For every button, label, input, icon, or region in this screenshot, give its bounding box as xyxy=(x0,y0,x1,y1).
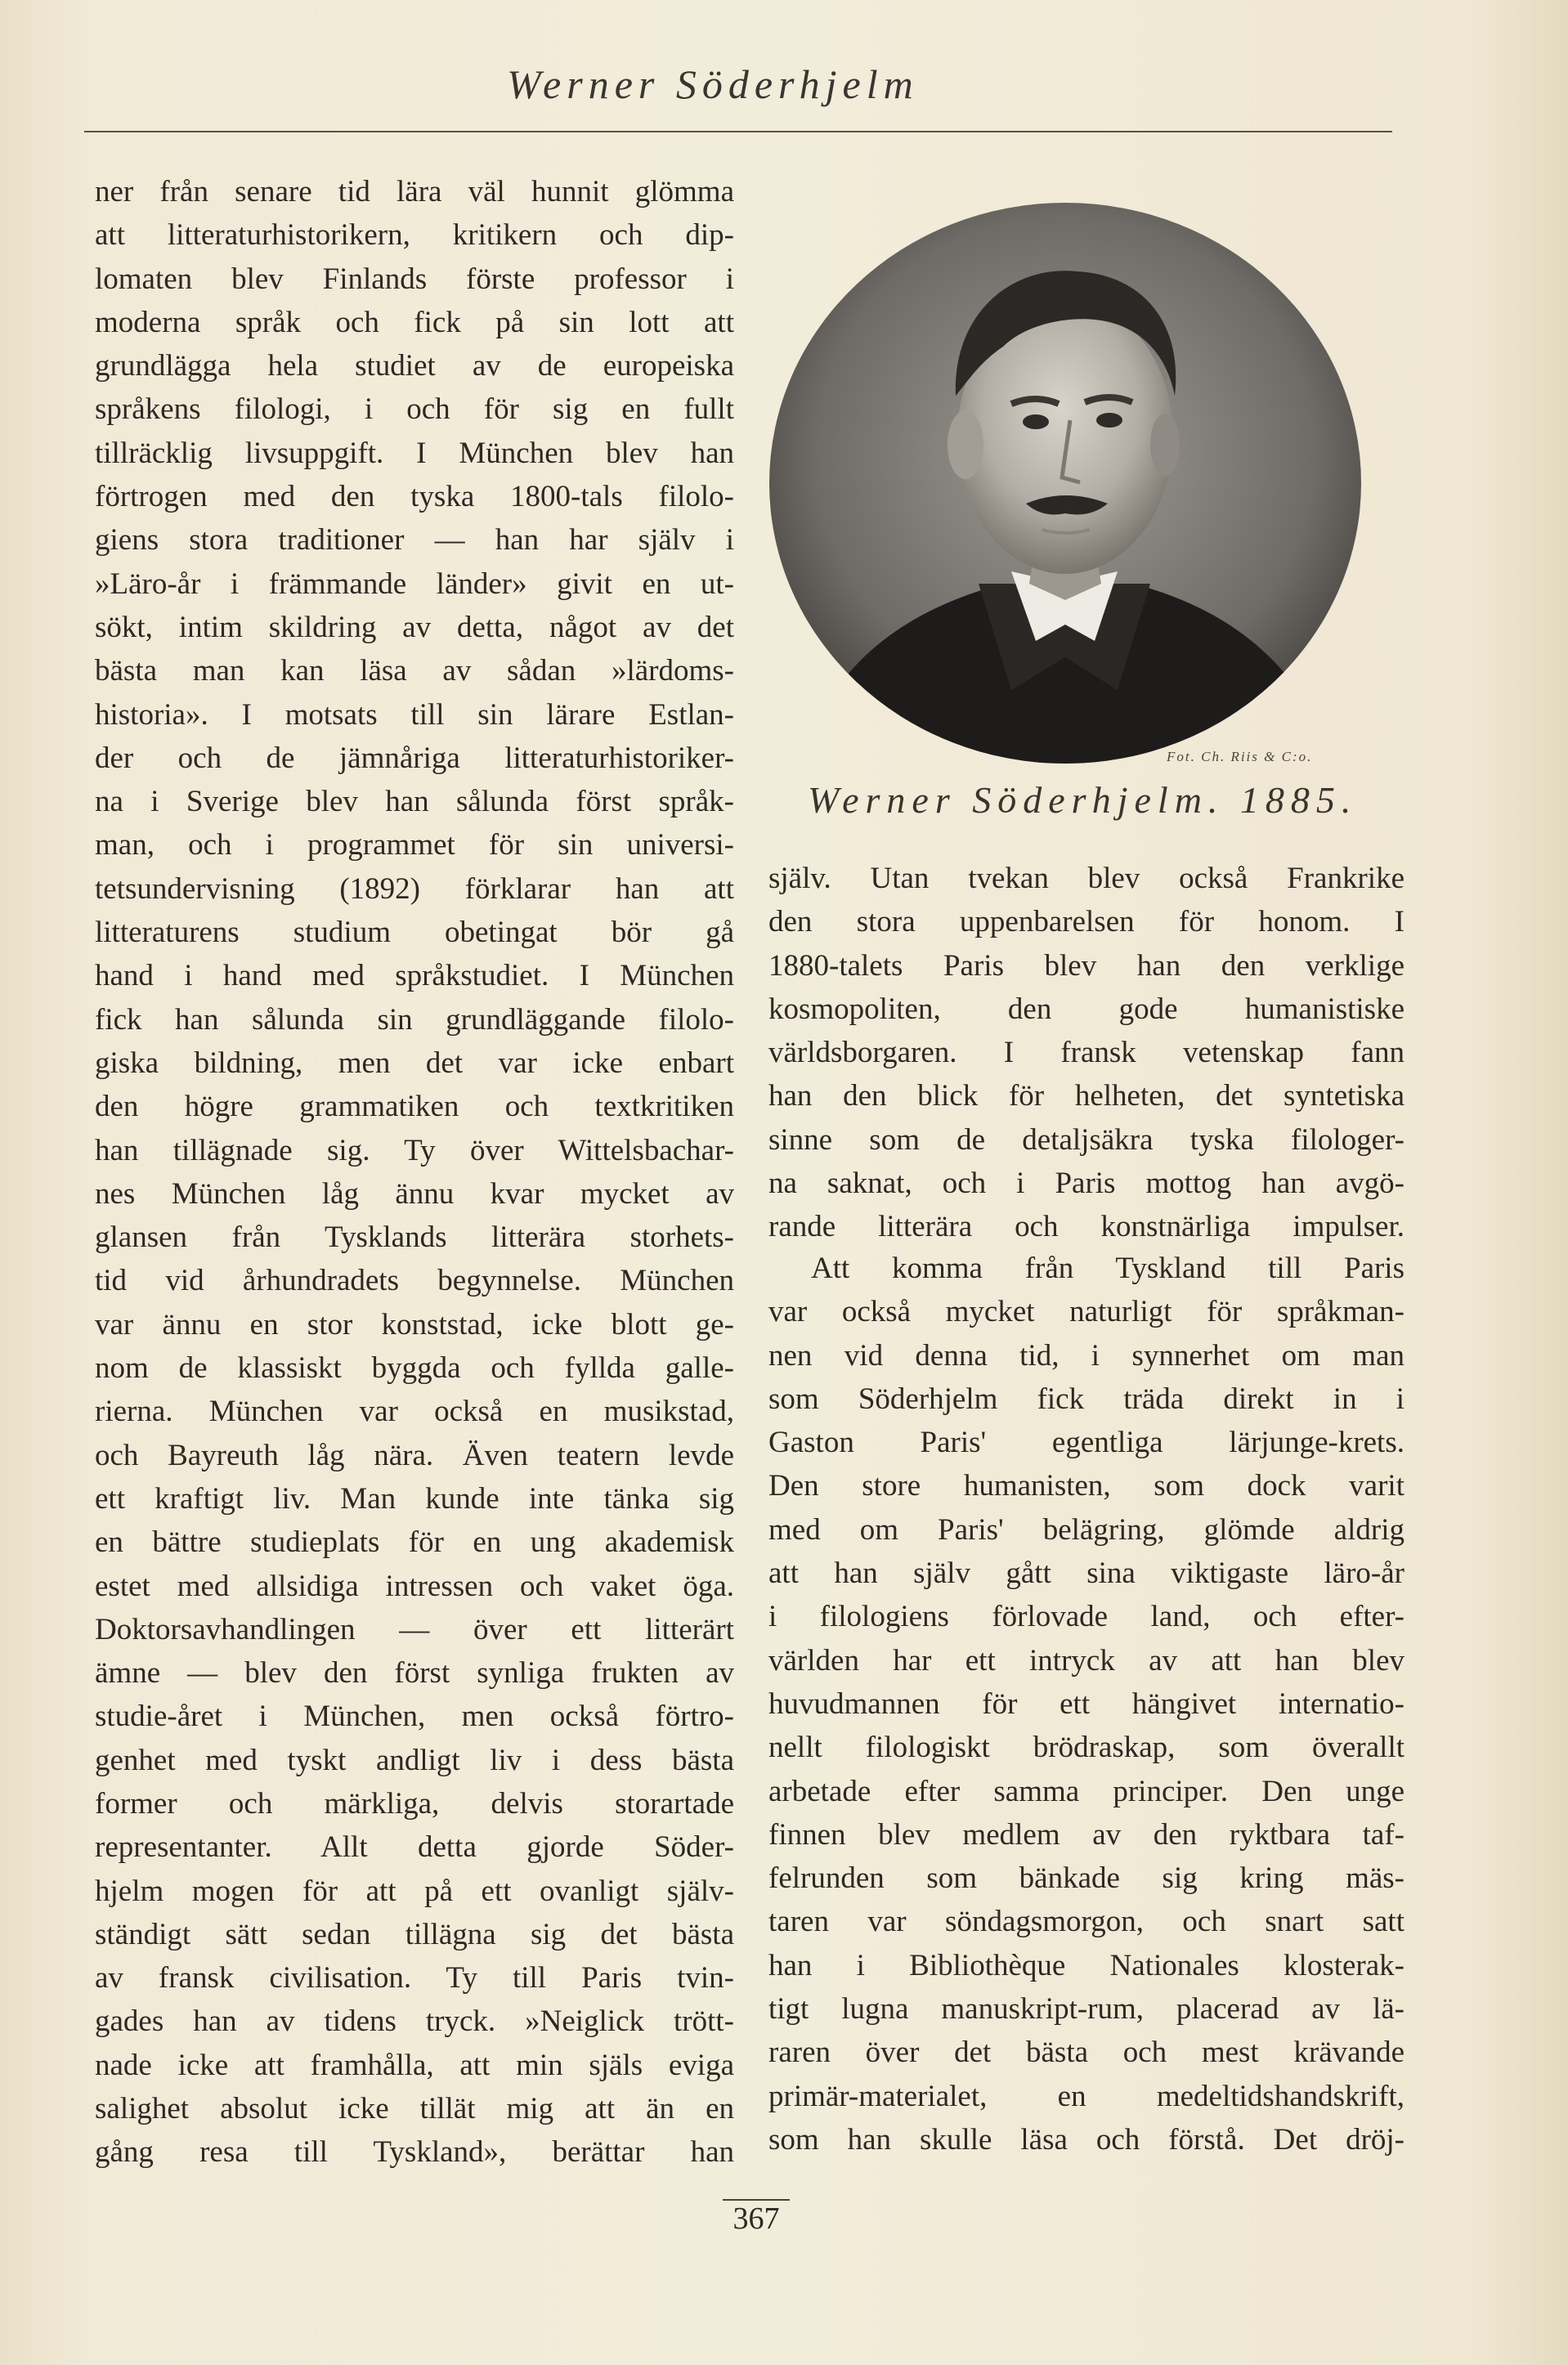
right-column-top xyxy=(768,857,1404,1249)
text-line: ämne — blev den först synliga frukten av xyxy=(95,1656,734,1691)
text-line: att litteraturhistorikern, kritikern och dip- xyxy=(95,218,734,253)
text-line: i filologiens förlovade land, och efter- xyxy=(768,1600,1404,1634)
text-line: med om Paris' belägring, glömde aldrig xyxy=(768,1512,1404,1547)
text-line: ständigt sätt sedan tillägna sig det bästa xyxy=(95,1917,734,1951)
text-line: nen vid denna tid, i synnerhet om man xyxy=(768,1338,1404,1373)
text-line: gång resa till Tyskland», berättar han xyxy=(95,2135,734,2170)
text-line: na saknat, och i Paris mottog han avgö- xyxy=(768,1167,1404,1201)
text-line: hand i hand med språkstudiet. I München xyxy=(95,959,734,993)
text-line: man, och i programmet för sin universi- xyxy=(95,828,734,862)
text-line: litteraturens studium obetingat bör gå xyxy=(95,916,734,950)
text-line: Att komma från Tyskland till Paris xyxy=(811,1252,1404,1285)
text-line: hjelm mogen för att på ett ovanligt själv- xyxy=(95,1874,734,1908)
text-line: att han själv gått sina viktigaste läro-år xyxy=(768,1557,1404,1591)
text-line: världen har ett intryck av att han blev xyxy=(768,1643,1404,1677)
text-line: genhet med tyskt andligt liv i dess bästa xyxy=(95,1743,734,1777)
text-line: former och märkliga, delvis storartade xyxy=(95,1786,734,1821)
text-line: bästa man kan läsa av sådan »lärdoms- xyxy=(95,654,734,688)
text-line: studie-året i München, men också förtro- xyxy=(95,1700,734,1734)
text-line: grundlägga hela studiet av de europeiska xyxy=(95,349,734,383)
text-line: nade icke att framhålla, att min själs eviga xyxy=(95,2048,734,2082)
text-line: sinne som de detaljsäkra tyska filologer- xyxy=(768,1122,1404,1157)
text-line: en bättre studieplats för en ung akademisk xyxy=(95,1525,734,1560)
text-line: han tillägnade sig. Ty över Wittelsbachar- xyxy=(95,1133,734,1167)
text-line: glansen från Tysklands litterära storhets- xyxy=(95,1221,734,1255)
text-line: giska bildning, men det var icke enbart xyxy=(95,1046,734,1080)
running-head: Werner Söderhjelm xyxy=(507,61,919,107)
text-line: Gaston Paris' egentliga lärjunge-krets. xyxy=(768,1426,1404,1460)
text-line: ett kraftigt liv. Man kunde inte tänka sig xyxy=(95,1481,734,1516)
text-line: rierna. München var också en musikstad, xyxy=(95,1395,734,1429)
text-line: historia». I motsats till sin lärare Estlan- xyxy=(95,697,734,732)
text-line: huvudmannen för ett hängivet internatio- xyxy=(768,1686,1404,1721)
text-line: na i Sverige blev han sålunda först språk- xyxy=(95,785,734,819)
text-line: den högre grammatiken och textkritiken xyxy=(95,1090,734,1124)
text-line: tetsundervisning (1892) förklarar han att xyxy=(95,871,734,906)
photo-credit: Fot. Ch. Riis & C:o. xyxy=(1167,749,1313,764)
text-line: nom de klassiskt byggda och fyllda galle- xyxy=(95,1351,734,1386)
text-line: som han skulle läsa och förstå. Det dröj- xyxy=(768,2122,1404,2157)
text-line: som Söderhjelm fick träda direkt in i xyxy=(768,1382,1404,1416)
portrait-photo xyxy=(766,199,1364,767)
text-line: arbetade efter samma principer. Den unge xyxy=(768,1774,1404,1808)
text-line: fick han sålunda sin grundläggande filolo- xyxy=(95,1002,734,1037)
header-rule xyxy=(84,131,1392,132)
text-line: Doktorsavhandlingen — över ett litterärt xyxy=(95,1612,734,1646)
text-line: förtrogen med den tyska 1800-tals filolo- xyxy=(95,480,734,514)
text-line: taren var söndagsmorgon, och snart satt xyxy=(768,1905,1404,1939)
text-line: salighet absolut icke tillät mig att än en xyxy=(95,2092,734,2126)
text-line: sökt, intim skildring av detta, något av det xyxy=(95,610,734,644)
text-line: raren över det bästa och mest krävande xyxy=(768,2036,1404,2070)
text-line: gades han av tidens tryck. »Neiglick trött- xyxy=(95,2004,734,2039)
text-line: var också mycket naturligt för språkman- xyxy=(768,1295,1404,1329)
text-line: kosmopoliten, den gode humanistiske xyxy=(768,992,1404,1026)
text-line: der och de jämnåriga litteraturhistoriker- xyxy=(95,741,734,775)
text-line: världsborgaren. I fransk vetenskap fann xyxy=(768,1036,1404,1070)
text-line: ner från senare tid lära väl hunnit glömma xyxy=(95,175,734,208)
text-line: tillräcklig livsuppgift. I München blev han xyxy=(95,436,734,470)
portrait-caption: Werner Söderhjelm. 1885. xyxy=(808,779,1358,821)
text-line: tigt lugna manuskript-rum, placerad av lä- xyxy=(768,1992,1404,2027)
text-line: rande litterära och konstnärliga impulser. xyxy=(768,1210,1404,1244)
text-line: felrunden som bänkade sig kring mäs- xyxy=(768,1861,1404,1896)
text-line: han i Bibliothèque Nationales klosterak- xyxy=(768,1948,1404,1982)
text-line: finnen blev medlem av den ryktbara taf- xyxy=(768,1817,1404,1852)
text-line: och Bayreuth låg nära. Även teatern levde xyxy=(95,1438,734,1472)
text-line: representanter. Allt detta gjorde Söder- xyxy=(95,1830,734,1865)
right-column-bottom xyxy=(768,1247,1404,2161)
text-line: giens stora traditioner — han har själv i xyxy=(95,523,734,558)
text-line: 1880-talets Paris blev han den verklige xyxy=(768,948,1404,983)
text-line: av fransk civilisation. Ty till Paris tvin- xyxy=(95,1961,734,1995)
left-column xyxy=(95,170,734,2175)
text-line: primär-materialet, en medeltidshandskrift, xyxy=(768,2079,1404,2113)
text-line: tid vid århundradets begynnelse. München xyxy=(95,1264,734,1298)
text-line: estet med allsidiga intressen och vaket öga. xyxy=(95,1569,734,1603)
text-line: »Läro-år i främmande länder» givit en ut- xyxy=(95,567,734,601)
text-line: han den blick för helheten, det syntetiska xyxy=(768,1079,1404,1113)
text-line: nes München låg ännu kvar mycket av xyxy=(95,1176,734,1211)
page-number: 367 xyxy=(732,2202,780,2236)
text-line: Den store humanisten, som dock varit xyxy=(768,1469,1404,1503)
text-line: nellt filologiskt brödraskap, som överallt xyxy=(768,1731,1404,1765)
text-line: själv. Utan tvekan blev också Frankrike xyxy=(768,862,1404,895)
text-line: moderna språk och fick på sin lott att xyxy=(95,305,734,339)
text-line: var ännu en stor konststad, icke blott ge- xyxy=(95,1307,734,1342)
text-line: språkens filologi, i och för sig en fullt xyxy=(95,392,734,427)
text-line: lomaten blev Finlands förste professor i xyxy=(95,262,734,296)
text-line: den stora uppenbarelsen för honom. I xyxy=(768,905,1404,939)
